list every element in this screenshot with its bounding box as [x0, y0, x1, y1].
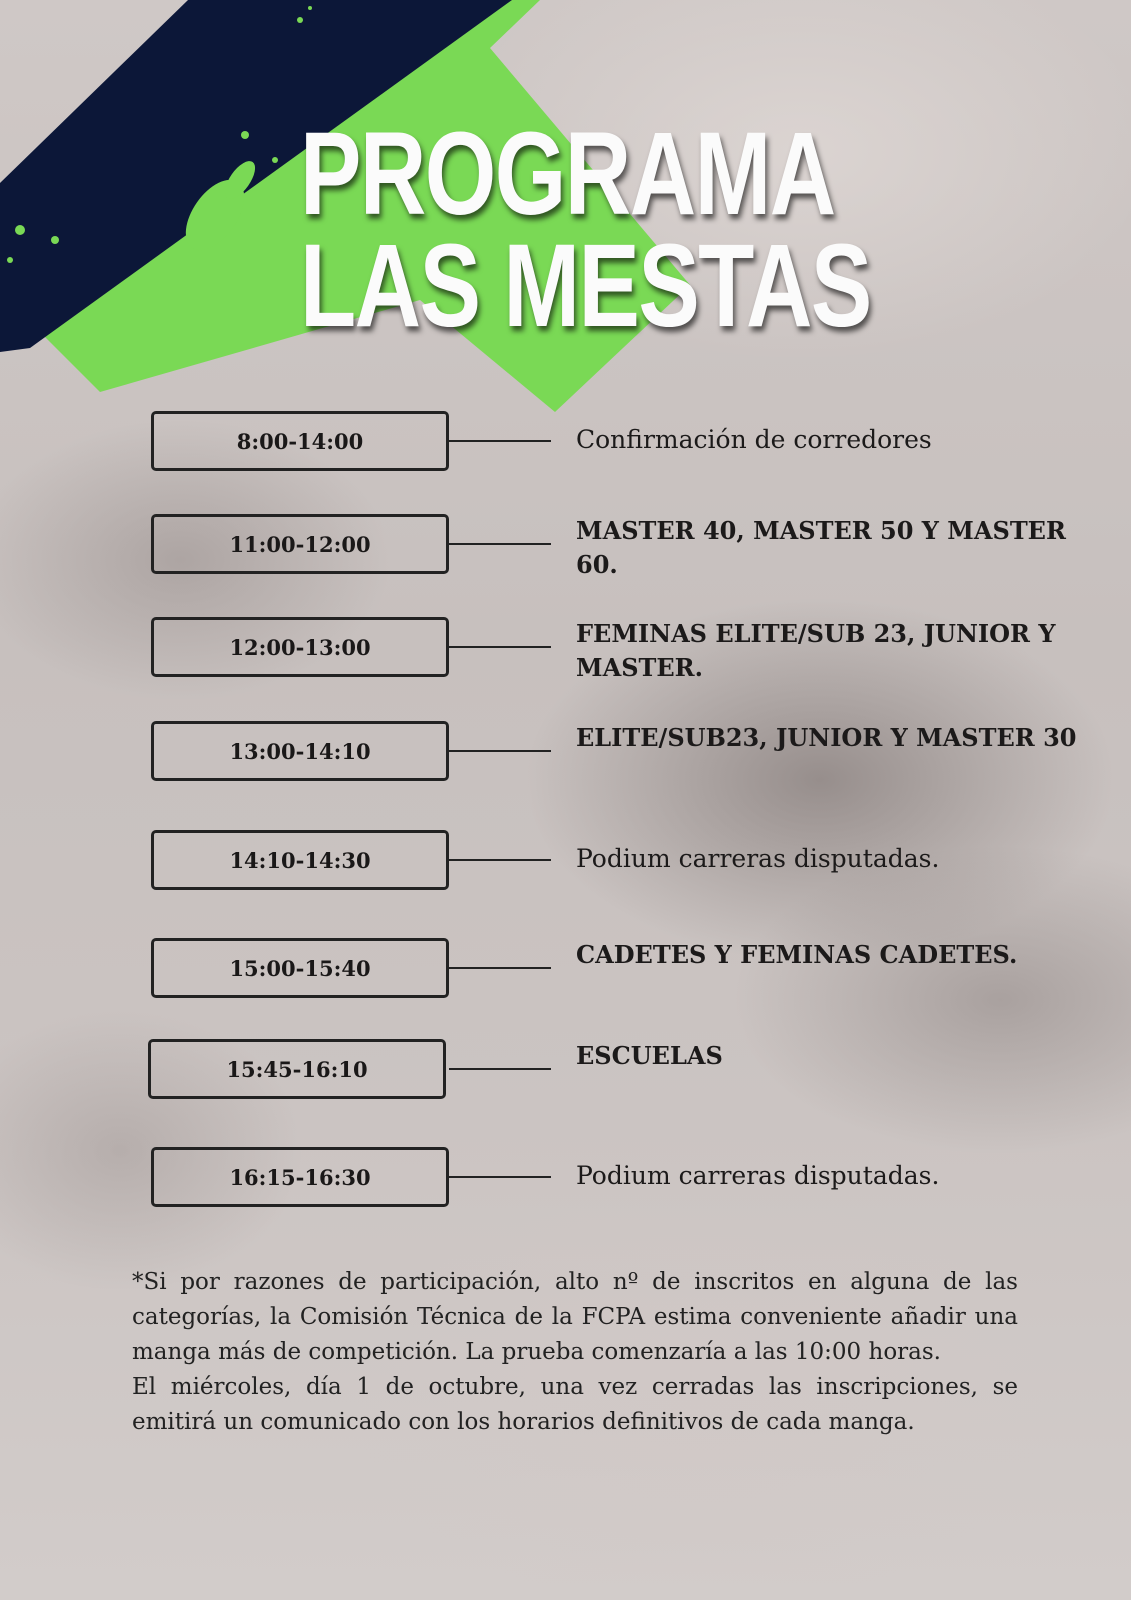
connector-line [449, 1176, 551, 1178]
connector-line [449, 1068, 551, 1070]
connector-line [449, 859, 551, 861]
time-box [151, 938, 449, 998]
event-label: Confirmación de corredores [576, 425, 932, 454]
time-label: 15:00-15:40 [229, 955, 371, 981]
time-box [151, 1147, 449, 1207]
time-label: 11:00-12:00 [229, 531, 371, 557]
time-label: 13:00-14:10 [229, 738, 371, 764]
event-label: Podium carreras disputadas. [576, 1161, 940, 1190]
event-label: CADETES Y FEMINAS CADETES. [576, 940, 1018, 969]
schedule-row [0, 1039, 1131, 1099]
event-label: ELITE/SUB23, JUNIOR Y MASTER 30 [576, 723, 1077, 752]
schedule-row [0, 514, 1131, 579]
schedule-row [0, 411, 1131, 471]
event-label: Podium carreras disputadas. [576, 844, 940, 873]
time-box [151, 721, 449, 781]
title-line-2: LAS MESTAS [300, 220, 871, 352]
connector-line [449, 543, 551, 545]
connector-line [449, 646, 551, 648]
event-label: FEMINAS ELITE/SUB 23, JUNIOR Y MASTER. [576, 619, 1056, 682]
connector-line [449, 440, 551, 442]
time-label: 16:15-16:30 [229, 1164, 371, 1190]
schedule-row [0, 938, 1131, 998]
time-label: 12:00-13:00 [229, 634, 371, 660]
event-label: MASTER 40, MASTER 50 Y MASTER 60. [576, 516, 1066, 579]
time-label: 14:10-14:30 [229, 847, 371, 873]
schedule-row [0, 830, 1131, 890]
time-label: 15:45-16:10 [226, 1056, 368, 1082]
schedule-row [0, 617, 1131, 682]
schedule-row [0, 721, 1131, 781]
time-box [151, 830, 449, 890]
event-label: ESCUELAS [576, 1041, 723, 1070]
time-box [151, 617, 449, 677]
footnote-paragraph-1: *Si por razones de participación, alto nº de inscritos en alguna de las categorías, la Comisión Técnica de la FCPA estima conveniente añadir una manga más de competición. La prueba comenzaría a las 10:00 horas. [132, 1269, 1018, 1365]
footnote [132, 1265, 1018, 1440]
page-title [300, 108, 871, 352]
footnote-paragraph-2: El miércoles, día 1 de octubre, una vez cerradas las inscripciones, se emitirá un comunicado con los horarios definitivos de cada manga. [132, 1374, 1018, 1435]
schedule-row [0, 1147, 1131, 1207]
title-line-1: PROGRAMA [300, 108, 835, 240]
connector-line [449, 967, 551, 969]
connector-line [449, 750, 551, 752]
time-box [151, 514, 449, 574]
time-box [151, 411, 449, 471]
time-label: 8:00-14:00 [236, 428, 364, 454]
time-box [148, 1039, 446, 1099]
